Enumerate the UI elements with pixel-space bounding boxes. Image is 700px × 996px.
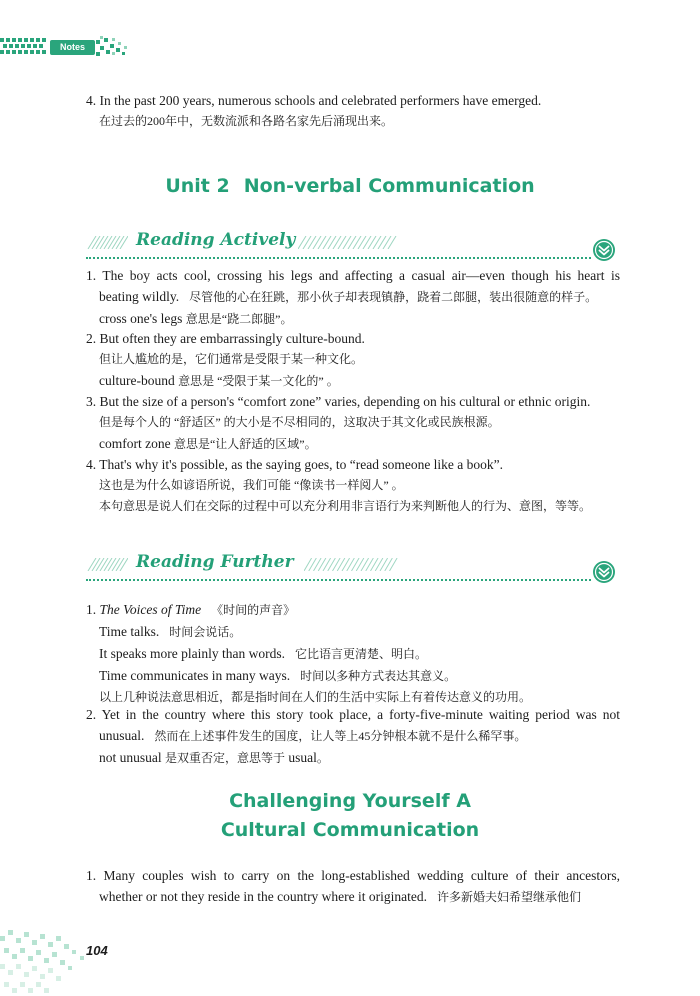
section-header-reading-further xyxy=(86,548,616,584)
vocabulary-note: 意思是 “受限于某一文化的” 。 xyxy=(178,374,339,388)
reading-actively-item-1 xyxy=(86,265,620,330)
vocabulary-note: 意思是“让人舒适的区域”。 xyxy=(173,437,317,451)
quote-english: It speaks more plainly than words. xyxy=(99,646,285,661)
item-chinese-note: 以上几种说法意思相近，都是指时间在人们的生活中实际上有着传达意义的功用。 xyxy=(99,690,532,704)
top-note-item xyxy=(86,90,620,132)
dotted-divider xyxy=(86,257,591,259)
challenge-item-1 xyxy=(86,865,620,908)
vocabulary-note: 意思是“跷二郎腿”。 xyxy=(185,312,293,326)
section-header-reading-actively xyxy=(86,226,616,262)
challenge-title-line-1: Challenging Yourself A xyxy=(229,790,471,812)
unit-name: Non-verbal Communication xyxy=(243,175,535,197)
item-english-line: 1. The boy acts cool, crossing his legs and affecting a casual air—even though his heart is xyxy=(86,268,620,283)
item-english-line: 1. Many couples wish to carry on the long-established wedding culture of their ancestors, xyxy=(86,868,620,883)
reading-actively-item-3 xyxy=(86,391,620,455)
vocabulary-term: cross one's legs xyxy=(99,311,183,326)
hatch-decoration-left xyxy=(86,558,128,571)
dotted-divider xyxy=(86,579,591,581)
item-english-line: whether or not they reside in the country where it originated. xyxy=(99,889,428,904)
quote-chinese: 时间以多种方式表达其意义。 xyxy=(300,669,457,683)
hatch-decoration-right xyxy=(298,236,398,249)
vocabulary-equivalent: usual xyxy=(288,750,317,765)
book-title: The Voices of Time xyxy=(99,602,202,617)
unit-number: Unit 2 xyxy=(165,175,230,197)
reading-further-item-1 xyxy=(86,599,620,708)
book-title-chinese: 《时间的声音》 xyxy=(211,603,296,617)
vocabulary-term: culture-bound xyxy=(99,373,175,388)
item-english-line: beating wildly. xyxy=(99,289,180,304)
quote-english: Time talks. xyxy=(99,624,160,639)
section-heading: Reading Actively xyxy=(136,230,296,250)
reading-actively-item-4 xyxy=(86,454,620,517)
hatch-decoration-left xyxy=(86,236,128,249)
item-english-line: 2. Yet in the country where this story took place, a forty-five-minute waiting period was not xyxy=(86,707,620,722)
double-chevron-down-icon xyxy=(592,560,616,584)
unit-title xyxy=(0,172,700,201)
item-chinese-translation: 然而在上述事件发生的国度，让人等上45分钟根本就不是什么稀罕事。 xyxy=(154,729,527,743)
challenge-title-line-2: Cultural Communication xyxy=(220,819,480,841)
section-heading: Reading Further xyxy=(136,552,294,572)
item-chinese-translation: 许多新婚夫妇希望继承他们 xyxy=(437,890,582,904)
quote-chinese: 时间会说话。 xyxy=(169,625,242,639)
vocabulary-term: comfort zone xyxy=(99,436,171,451)
vocabulary-note-end: 。 xyxy=(316,751,329,765)
top-item-english: 4. In the past 200 years, numerous schools and celebrated performers have emerged. xyxy=(86,93,542,108)
vocabulary-term: not unusual xyxy=(99,750,162,765)
page-number: 104 xyxy=(86,943,108,958)
item-chinese-translation: 但是每个人的 “舒适区” 的大小是不尽相同的，这取决于其文化或民族根源。 xyxy=(99,415,500,429)
notes-tab: Notes xyxy=(50,40,95,55)
hatch-decoration-right xyxy=(304,558,399,571)
quote-english: Time communicates in many ways. xyxy=(99,668,291,683)
item-english-line: 4. That's why it's possible, as the saying goes, to “read someone like a book”. xyxy=(86,457,504,472)
item-chinese-translation: 这也是为什么如谚语所说，我们可能 “像读书一样阅人” 。 xyxy=(99,478,404,492)
item-chinese-translation: 但让人尴尬的是，它们通常是受限于某一种文化。 xyxy=(99,352,364,366)
item-chinese-translation: 尽管他的心在狂跳，那小伙子却表现镇静，跷着二郎腿，装出很随意的样子。 xyxy=(189,290,598,304)
top-item-chinese: 在过去的200年中，无数流派和各路名家先后涌现出来。 xyxy=(99,114,394,128)
item-english-line: 2. But often they are embarrassingly culture-bound. xyxy=(86,331,365,346)
reading-actively-item-2 xyxy=(86,328,620,392)
vocabulary-note: 是双重否定，意思等于 xyxy=(165,751,286,765)
footer-pixel-pattern xyxy=(0,926,140,996)
item-number: 1. xyxy=(86,602,97,617)
item-english-line: 3. But the size of a person's “comfort zone” varies, depending on his cultural or ethnic origin. xyxy=(86,394,591,409)
double-chevron-down-icon xyxy=(592,238,616,262)
quote-chinese: 它比语言更清楚、明白。 xyxy=(294,647,427,661)
challenge-title xyxy=(0,787,700,845)
item-english-line: unusual. xyxy=(99,728,145,743)
item-chinese-note: 本句意思是说人们在交际的过程中可以充分利用非言语行为来判断他人的行为、意图，等等。 xyxy=(99,499,592,513)
reading-further-item-2 xyxy=(86,704,620,769)
